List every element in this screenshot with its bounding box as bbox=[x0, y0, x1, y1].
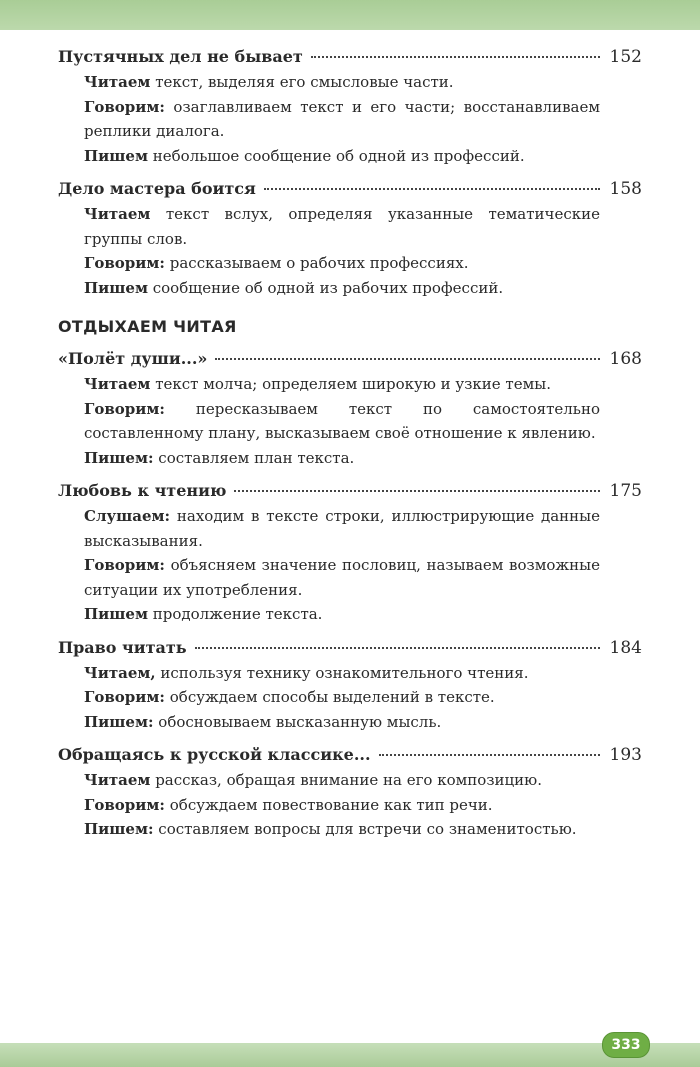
activity-verb: Говорим: bbox=[84, 97, 165, 116]
activity-item bbox=[84, 793, 600, 818]
activity-verb: Говорим: bbox=[84, 795, 165, 814]
toc-entry-header bbox=[58, 742, 642, 768]
activity-text: рассказ, обращая внимание на его композицию. bbox=[150, 771, 542, 789]
dot-leader bbox=[311, 56, 600, 58]
activity-text: используя технику ознакомительного чтения. bbox=[155, 663, 529, 682]
activity-item bbox=[84, 446, 600, 471]
activity-verb: Говорим: bbox=[84, 254, 165, 272]
activity-item bbox=[84, 710, 600, 735]
toc-entry[interactable] bbox=[58, 44, 642, 168]
dot-leader bbox=[195, 647, 600, 649]
activity-item bbox=[84, 95, 600, 144]
activity-verb: Читаем, bbox=[84, 663, 156, 682]
toc-entry-title: Пустячных дел не бывает bbox=[58, 47, 303, 66]
toc-entry-page: 175 bbox=[609, 481, 642, 501]
activity-item bbox=[84, 276, 600, 301]
activity-item bbox=[84, 397, 600, 446]
activity-verb: Пишем bbox=[84, 605, 148, 623]
activity-text: составляем вопросы для встречи со знаменитостью. bbox=[153, 820, 577, 838]
activity-text: текст молча; определяем широкую и узкие темы. bbox=[150, 375, 551, 393]
toc-entry-title: Обращаясь к русской классике... bbox=[58, 745, 371, 764]
toc-entry[interactable] bbox=[58, 346, 642, 470]
toc-entry-title: «Полёт души...» bbox=[58, 349, 208, 368]
activity-verb: Говорим: bbox=[84, 556, 165, 574]
toc-entry-header bbox=[58, 346, 642, 372]
activity-item bbox=[84, 768, 600, 793]
dot-leader bbox=[215, 358, 600, 360]
activity-verb: Пишем: bbox=[84, 712, 154, 731]
activity-text: обосновываем высказанную мысль. bbox=[153, 712, 442, 731]
activity-verb: Пишем bbox=[84, 146, 148, 165]
toc-entry-title: Дело мастера боится bbox=[58, 179, 256, 198]
toc-entry-page: 193 bbox=[609, 745, 642, 765]
activity-item bbox=[84, 70, 600, 95]
activity-item bbox=[84, 602, 600, 627]
activity-verb: Пишем bbox=[84, 278, 148, 297]
activity-item bbox=[84, 817, 600, 842]
activity-verb: Говорим: bbox=[84, 399, 165, 418]
toc-entry-header bbox=[58, 44, 642, 70]
toc-entry[interactable] bbox=[58, 635, 642, 735]
toc-entry[interactable] bbox=[58, 742, 642, 842]
toc-entry-header bbox=[58, 478, 642, 504]
activity-text: обсуждаем повествование как тип речи. bbox=[164, 795, 493, 814]
activity-text: продолжение текста. bbox=[147, 605, 323, 623]
activity-text: сообщение об одной из рабочих профессий. bbox=[147, 278, 504, 297]
toc-entry[interactable] bbox=[58, 176, 642, 300]
activity-text: составляем план текста. bbox=[153, 448, 355, 467]
toc-entry[interactable] bbox=[58, 478, 642, 627]
activity-item bbox=[84, 251, 600, 276]
activity-item bbox=[84, 202, 600, 251]
activity-text: пересказываем текст по самостоятельно составленному плану, высказываем своё отношение к явлению. bbox=[84, 399, 600, 442]
activity-item bbox=[84, 504, 600, 553]
activity-verb: Читаем bbox=[84, 375, 151, 393]
toc-entry-page: 184 bbox=[609, 637, 642, 658]
dot-leader bbox=[379, 754, 600, 756]
activity-verb: Читаем bbox=[84, 205, 151, 223]
activity-item bbox=[84, 144, 600, 169]
dot-leader bbox=[264, 188, 600, 190]
toc-entry-title: Любовь к чтению bbox=[58, 481, 227, 500]
toc-entry-page: 168 bbox=[609, 349, 642, 369]
activity-item bbox=[84, 553, 600, 602]
toc-entry-page: 152 bbox=[609, 47, 642, 67]
toc-entry-header bbox=[58, 176, 642, 202]
activity-text: находим в тексте строки, иллюстрирующие данные высказывания. bbox=[84, 507, 600, 550]
toc-entry-page: 158 bbox=[609, 179, 642, 199]
activity-item bbox=[84, 661, 600, 686]
top-decorative-band bbox=[0, 0, 700, 30]
activity-text: объясняем значение пословиц, называем возможные ситуации их употребления. bbox=[84, 556, 600, 599]
dot-leader bbox=[234, 490, 600, 492]
activity-text: небольшое сообщение об одной из профессий. bbox=[147, 146, 525, 165]
activity-verb: Читаем bbox=[84, 73, 151, 91]
toc-entry-header bbox=[58, 635, 642, 661]
page-number-badge: 333 bbox=[602, 1032, 650, 1058]
activity-verb: Слушаем: bbox=[84, 507, 171, 525]
activity-verb: Читаем bbox=[84, 771, 151, 789]
table-of-contents bbox=[58, 44, 642, 850]
toc-entry-title: Право читать bbox=[58, 637, 187, 657]
activity-text: обсуждаем способы выделений в тексте. bbox=[164, 688, 495, 706]
bottom-decorative-band bbox=[0, 1043, 700, 1067]
activity-verb: Пишем: bbox=[84, 448, 154, 467]
activity-text: озаглавливаем текст и его части; восстанавливаем реплики диалога. bbox=[84, 97, 600, 140]
activity-text: текст, выделяя его смысловые части. bbox=[150, 73, 454, 91]
activity-verb: Говорим: bbox=[84, 688, 165, 706]
activity-item bbox=[84, 372, 600, 397]
section-heading: ОТДЫХАЕМ ЧИТАЯ bbox=[58, 317, 237, 336]
activity-text: текст вслух, определяя указанные тематические группы слов. bbox=[84, 205, 600, 248]
activity-verb: Пишем: bbox=[84, 820, 154, 838]
activity-text: рассказываем о рабочих профессиях. bbox=[164, 254, 469, 272]
activity-item bbox=[84, 685, 600, 710]
